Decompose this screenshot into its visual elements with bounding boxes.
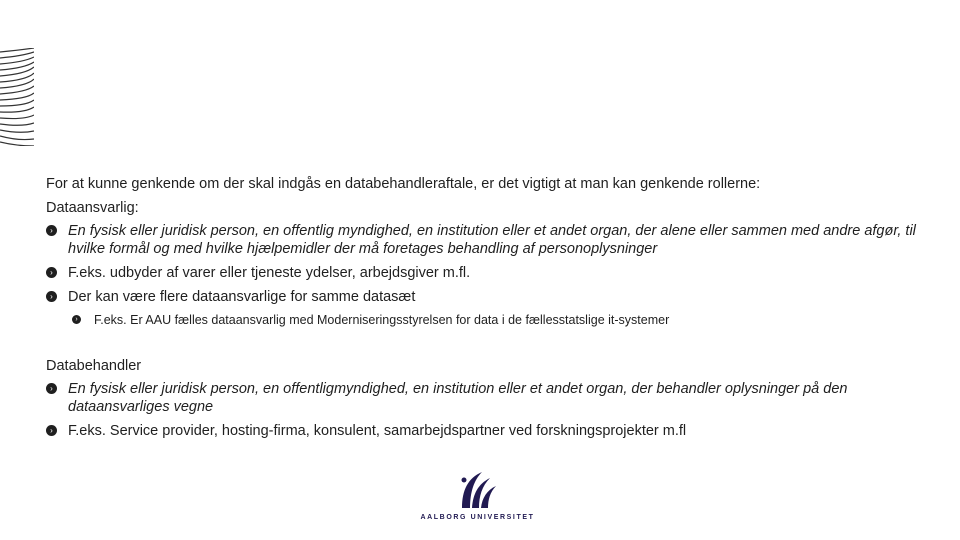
list-item [46, 380, 916, 416]
list-item-text: F.eks. Service provider, hosting-firma, konsulent, samarbejdspartner ved forskningsprojekter m.fl [68, 423, 687, 439]
heading-databehandler: Databehandler [46, 358, 142, 374]
sub-bullet-icon: › [72, 315, 81, 324]
aau-logo-text: AALBORG UNIVERSITET [420, 514, 535, 521]
list-item-text: En fysisk eller juridisk person, en offentlig myndighed, en institution eller et andet organ, der alene eller sammen med andre afgør, til hvilke formål og med hvilke hjælpemidler der må foretages behandling af personoplysninger [68, 223, 916, 257]
list-item-text: En fysisk eller juridisk person, en offentligmyndighed, en institution eller et andet organ, der behandler oplysninger på den dataansvarliges vegne [68, 381, 848, 415]
list-item-text: Der kan være flere dataansvarlige for samme datasæt [68, 289, 416, 305]
aau-logo-mark-icon [458, 470, 498, 510]
bullet-icon: › [46, 291, 57, 302]
sub-list-item-text: F.eks. Er AAU fælles dataansvarlig med Moderniseringsstyrelsen for data i de fællesstatslige it-systemer [94, 313, 670, 327]
heading-colon: : [134, 200, 139, 216]
sub-list-item [72, 312, 916, 328]
heading-dataansvarlig-label: Dataansvarlig [46, 200, 135, 216]
list-item-text: F.eks. udbyder af varer eller tjeneste ydelser, arbejdsgiver m.fl. [68, 265, 471, 281]
aau-logo [420, 470, 535, 532]
slide-content [46, 174, 916, 446]
decorative-wave-lines [0, 48, 34, 146]
bullet-icon: › [46, 425, 57, 436]
list-item [46, 222, 916, 258]
heading-dataansvarlig [46, 198, 916, 218]
bullet-icon: › [46, 267, 57, 278]
bullet-icon: › [46, 225, 57, 236]
list-item [46, 288, 916, 306]
list-item [46, 422, 916, 440]
list-item [46, 264, 916, 282]
bullet-icon: › [46, 383, 57, 394]
intro-text: For at kunne genkende om der skal indgås en databehandleraftale, er det vigtigt at man kan genkende rollerne: [46, 176, 761, 192]
